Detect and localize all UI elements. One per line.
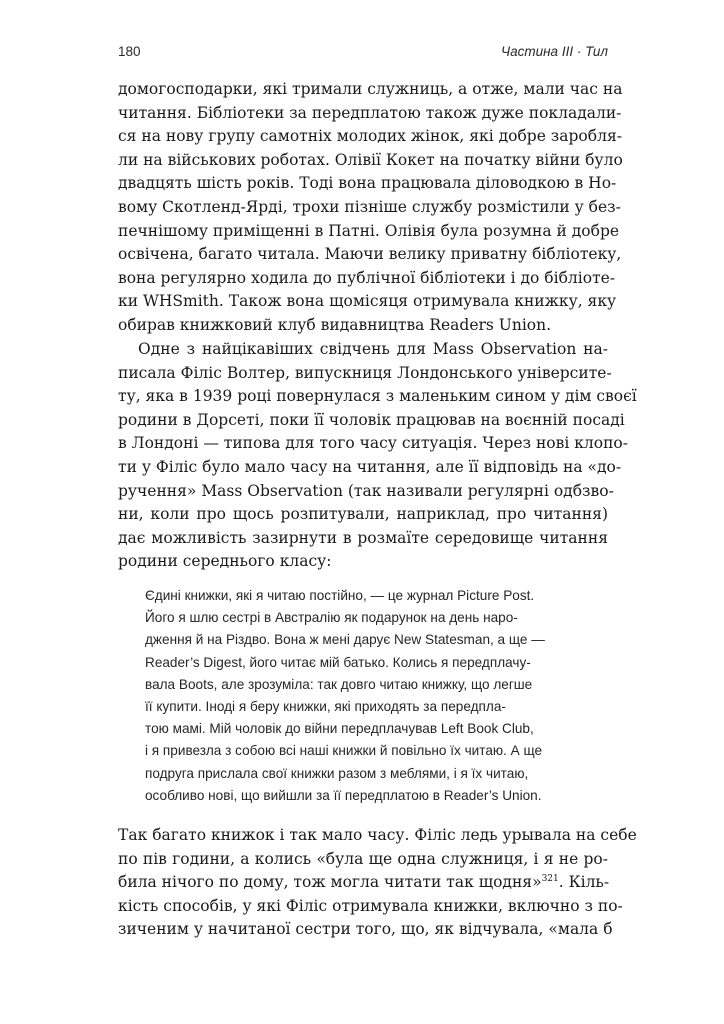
running-head: Частина III · Тил <box>501 44 608 59</box>
text-segment: била нічого по дому, тож могла читати так щодня» <box>118 873 542 892</box>
paragraph-3 <box>118 824 637 942</box>
text-line: ки WHSmith. Також вона щомісяця отримувала книжку, яку <box>118 292 617 311</box>
page-number: 180 <box>118 44 141 59</box>
quote-line: дження й на Різдво. Вона ж мені дарує New Statesman, а ще — <box>145 632 545 648</box>
text-line: ручення» Mass Observation (так називали регулярні одбзво- <box>118 481 614 500</box>
text-line: освічена, багато читала. Маючи велику приватну бібліотеку, <box>118 245 622 264</box>
text-line: печнішому приміщенні в Патні. Олівія була розумна й добре <box>118 221 620 240</box>
text-line: Так багато книжок і так мало часу. Філіс ледь урывала на себе <box>118 826 637 844</box>
quote-line: подруга прислала свої книжки разом з меблями, і я їх читаю, <box>145 765 529 781</box>
text-line: ся на нову групу самотніх молодих жінок, які добре заробля- <box>118 127 622 146</box>
footnote-reference[interactable]: 321 <box>541 874 559 885</box>
paragraph-1 <box>118 78 623 338</box>
text-line-with-footnote <box>118 871 608 895</box>
text-line: по пів години, а колись «була ще одна служниця, і я не ро- <box>118 849 608 868</box>
text-line: ни, коли про щось розпитували, наприклад, про читання) <box>118 505 608 524</box>
quote-line: Reader’s Digest, його читає мій батько. Колись я передплачу- <box>145 654 531 670</box>
paragraph-2 <box>118 338 637 574</box>
quote-line: Єдині книжки, які я читаю постійно, — це журнал Picture Post. <box>145 588 535 603</box>
text-line: зиченим у начитаної сестри того, що, як відчувала, «мала б <box>118 920 613 939</box>
text-line: обирав книжковий клуб видавництва Readers Union. <box>118 315 552 334</box>
text-line: ти у Філіс було мало часу на читання, але її відповідь на «до- <box>118 457 622 476</box>
text-line: в Лондоні — типова для того часу ситуація. Через нові клопо- <box>118 434 629 453</box>
text-line: ту, яка в 1939 році повернулася з маленьким сином у дім своєї <box>118 387 637 406</box>
quote-line: і я привезла з собою всі наші книжки й повільно їх читаю. А ще <box>145 743 543 759</box>
quote-line: тою мамі. Мій чоловік до війни передплачував Left Book Club, <box>145 721 534 737</box>
text-line: домогосподарки, які тримали служниць, а отже, мали час на <box>118 80 623 98</box>
text-line: дає можливість зазирнути в розмаїте середовище читання <box>118 528 608 547</box>
text-line: вона регулярно ходила до публічної бібліотеки і до бібліоте- <box>118 268 616 287</box>
quote-line: Його я шлю сестрі в Австралію як подарунок на день наро- <box>145 610 518 626</box>
text-line: двадцять шість років. Тоді вона працювала діловодкою в Но- <box>118 174 617 193</box>
text-line: читання. Бібліотеки за передплатою також дуже покладали- <box>118 103 622 122</box>
quote-line: вала Boots, але зрозуміла: так довго читаю книжку, що легше <box>145 676 533 692</box>
text-segment: . Кіль- <box>558 873 610 892</box>
text-line: вому Скотленд-Ярді, трохи пізніше службу розмістили у без- <box>118 197 621 216</box>
block-quote <box>145 585 608 807</box>
quote-line: особливо нові, що вийшли за її передплатою в Reader’s Union. <box>145 787 542 803</box>
text-line: ли на військових роботах. Олівії Кокет на початку війни було <box>118 150 623 169</box>
text-line: родини середнього класу: <box>118 552 332 571</box>
text-line: кість способів, у які Філіс отримувала книжки, включно з по- <box>118 896 623 915</box>
page-header <box>118 44 608 64</box>
text-line: писала Філіс Волтер, випускниця Лондонського університе- <box>118 363 612 382</box>
quote-line: її купити. Іноді я беру книжки, які приходять за передпла- <box>145 699 506 715</box>
text-line: родини в Дорсеті, поки її чоловік працював на воєнній посаді <box>118 410 625 429</box>
text-line: Одне з найцікавіших свідчень для Mass Observation на- <box>138 340 608 358</box>
